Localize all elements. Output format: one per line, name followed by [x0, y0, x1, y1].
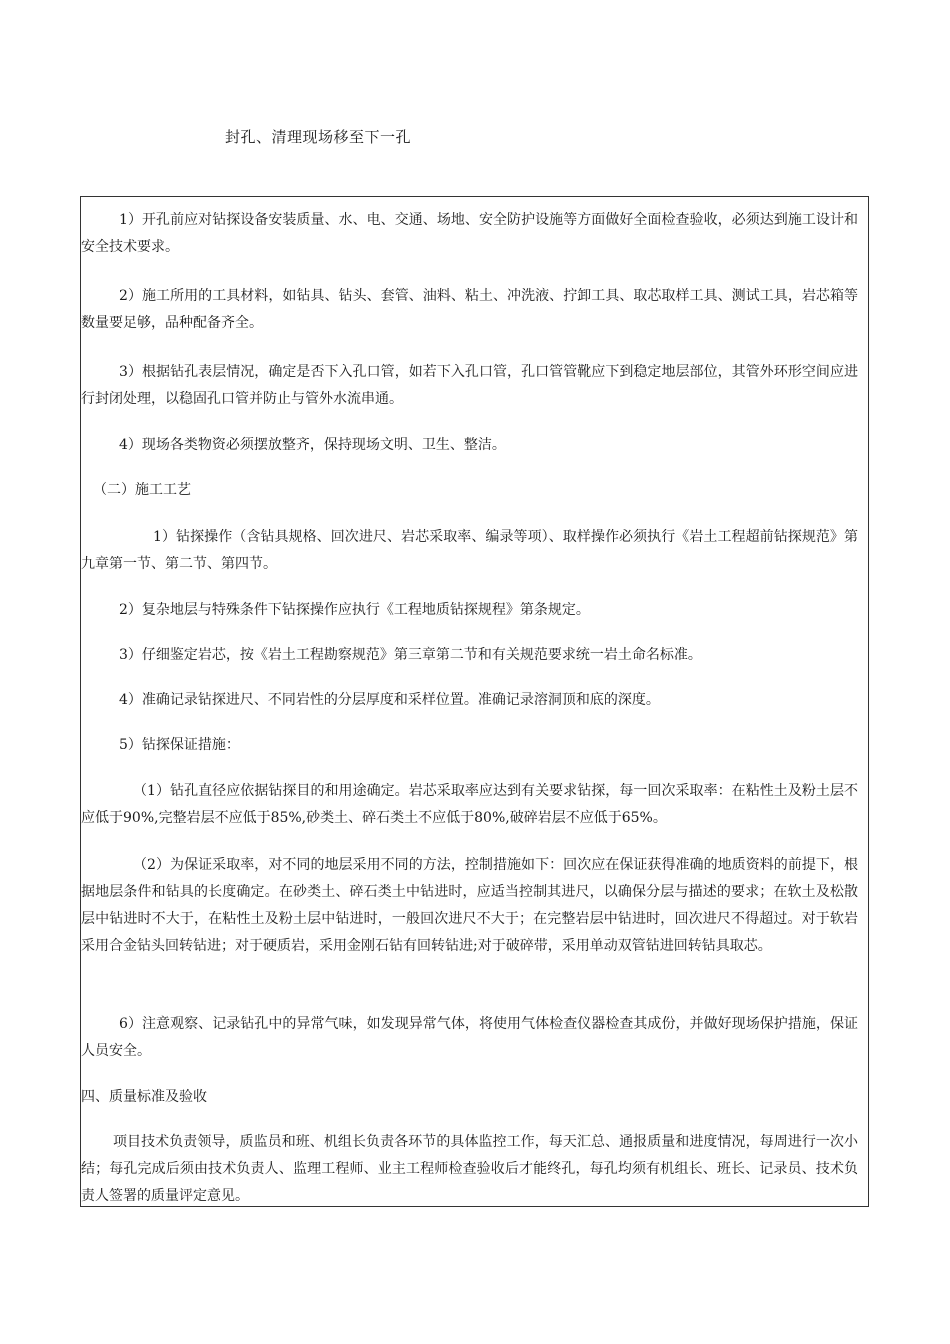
paragraph-11: （2）为保证采取率，对不同的地层采用不同的方法，控制措施如下：回次应在保证获得准确的地质资料的前提下，根据地层条件和钻具的长度确定。在砂类土、碎石类土中钻进时，应适当控制其进尺，以确保分层与描述的要求；在软土及松散层中钻进时不大于，在粘性土及粉土层中钻进时，一般回次进尺不大于；在完整岩层中钻进时，回次进尺不得超过。对于软岩采用合金钻头回转钻进；对于硬质岩，采用金刚石钻有回转钻进;对于破碎带，采用单动双管钻进回转钻具取芯。	[81, 857, 858, 954]
paragraph-9: 5）钻探保证措施：	[119, 737, 240, 753]
subsection-heading: （二）施工工艺	[93, 482, 191, 498]
paragraph-3: 3）根据钻孔表层情况，确定是否下入孔口管，如若下入孔口管，孔口管管靴应下到稳定地层部位，其管外环形空间应进行封闭处理，以稳固孔口管并防止与管外水流串通。	[81, 364, 858, 407]
section-four-heading: 四、质量标准及验收	[81, 1089, 207, 1105]
paragraph-4: 4）现场各类物资必须摆放整齐，保持现场文明、卫生、整洁。	[119, 437, 506, 453]
content-box	[80, 196, 869, 1207]
paragraph-5: 1）钻探操作（含钻具规格、回次进尺、岩芯采取率、编录等项）、取样操作必须执行《岩土工程超前钻探规范》第九章第一节、第二节、第四节。	[81, 529, 858, 572]
paragraph-6: 2）复杂地层与特殊条件下钻探操作应执行《工程地质钻探规程》第条规定。	[119, 602, 590, 618]
paragraph-8: 4）准确记录钻探进尺、不同岩性的分层厚度和采样位置。准确记录溶洞顶和底的深度。	[119, 692, 660, 708]
paragraph-2: 2）施工所用的工具材料，如钻具、钻头、套管、油料、粘土、冲洗液、拧卸工具、取芯取样工具、测试工具，岩芯箱等数量要足够，品种配备齐全。	[81, 288, 858, 331]
paragraph-13: 项目技术负责领导，质监员和班、机组长负责各环节的具体监控工作，每天汇总、通报质量和进度情况，每周进行一次小结；每孔完成后须由技术负责人、监理工程师、业主工程师检查验收后才能终孔，每孔均须有机组长、班长、记录员、技术负责人签署的质量评定意见。	[81, 1134, 858, 1204]
paragraph-12: 6）注意观察、记录钻孔中的异常气味，如发现异常气体，将使用气体检查仪器检查其成份，并做好现场保护措施，保证人员安全。	[81, 1016, 858, 1059]
paragraph-1: 1）开孔前应对钻探设备安装质量、水、电、交通、场地、安全防护设施等方面做好全面检查验收，必须达到施工设计和安全技术要求。	[81, 212, 858, 255]
section-heading: 封孔、清理现场移至下一孔	[225, 128, 412, 146]
paragraph-7: 3）仔细鉴定岩芯，按《岩土工程勘察规范》第三章第二节和有关规范要求统一岩土命名标准。	[119, 647, 702, 663]
paragraph-10: （1）钻孔直径应依据钻探目的和用途确定。岩芯采取率应达到有关要求钻探，每一回次采取率：在粘性土及粉土层不应低于90%,完整岩层不应低于85%,砂类土、碎石类土不应低于80%,破碎岩层不应低于65%。	[81, 783, 858, 826]
